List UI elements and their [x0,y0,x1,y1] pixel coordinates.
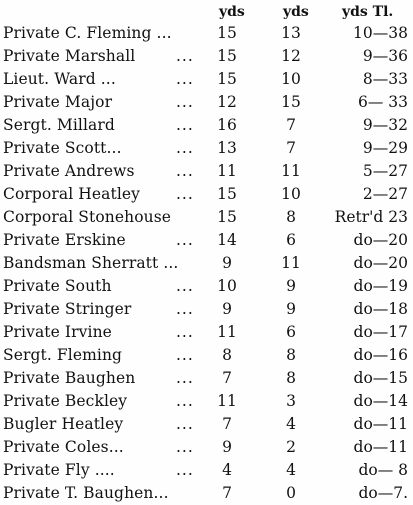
score-rows [0,22,413,505]
table-row [0,45,413,68]
score-range-2: 8 [286,346,296,364]
score-range-1: 15 [217,185,237,203]
table-row [0,459,413,482]
leader-dots: ... [176,415,194,433]
score-range-2: 15 [281,93,301,111]
score-range-1: 7 [222,415,232,433]
competitor-name: Sergt. Millard [3,116,115,134]
header-yds-1: yds [219,4,245,20]
score-total: do—15 [353,369,408,387]
score-total: do—16 [353,346,408,364]
competitor-name: Lieut. Ward ... [3,70,116,88]
score-range-2: 4 [286,461,296,479]
competitor-name: Private South [3,277,112,295]
score-total: do—17 [353,323,408,341]
score-total: do—20 [353,254,408,272]
score-total: do—7. [358,484,408,502]
table-row [0,91,413,114]
score-range-1: 13 [217,139,237,157]
score-range-1: 8 [222,346,232,364]
competitor-name: Corporal Heatley [3,185,141,203]
table-row [0,206,413,229]
score-range-2: 2 [286,438,296,456]
score-range-1: 11 [217,323,237,341]
competitor-name: Private Marshall [3,47,136,65]
score-range-2: 13 [281,24,301,42]
table-row [0,114,413,137]
table-row [0,298,413,321]
table-row [0,367,413,390]
score-range-2: 3 [286,392,296,410]
competitor-name: Private Coles... [3,438,124,456]
competitor-name: Private Fly .... [3,461,115,479]
competitor-name: Private Andrews [3,162,135,180]
score-range-2: 4 [286,415,296,433]
table-row [0,183,413,206]
table-row [0,390,413,413]
header-yds-total: yds Tl. [342,4,394,20]
score-total: 2—27 [362,185,408,203]
competitor-name: Private T. Baughen... [3,484,169,502]
competitor-name: Private C. Fleming ... [3,24,172,42]
score-range-1: 4 [222,461,232,479]
competitor-name: Bandsman Sherratt ... [3,254,179,272]
score-range-1: 14 [217,231,237,249]
competitor-name: Sergt. Fleming [3,346,123,364]
score-total: do—18 [353,300,408,318]
table-row [0,321,413,344]
table-row [0,413,413,436]
leader-dots: ... [176,70,194,88]
leader-dots: ... [176,116,194,134]
leader-dots: ... [176,438,194,456]
competitor-name: Private Erskine [3,231,126,249]
leader-dots: ... [176,47,194,65]
score-range-2: 6 [286,231,296,249]
leader-dots: ... [176,392,194,410]
competitor-name: Bugler Heatley [3,415,124,433]
score-range-1: 16 [217,116,237,134]
leader-dots: ... [176,93,194,111]
leader-dots: ... [176,300,194,318]
leader-dots: ... [176,346,194,364]
table-row [0,22,413,45]
leader-dots: ... [176,139,194,157]
table-row [0,436,413,459]
score-total: do—11 [353,415,408,433]
table-row [0,68,413,91]
score-total: do—20 [353,231,408,249]
score-total: do— 8 [358,461,408,479]
table-row [0,229,413,252]
score-range-1: 11 [217,392,237,410]
score-range-2: 8 [286,369,296,387]
score-range-1: 15 [217,24,237,42]
leader-dots: ... [176,277,194,295]
table-row [0,275,413,298]
leader-dots: ... [176,369,194,387]
score-range-2: 9 [286,300,296,318]
score-total: do—19 [353,277,408,295]
score-range-2: 11 [281,254,301,272]
score-total: do—11 [353,438,408,456]
score-range-1: 7 [222,369,232,387]
score-range-1: 12 [217,93,237,111]
score-range-2: 12 [281,47,301,65]
score-range-2: 0 [286,484,296,502]
competitor-name: Private Irvine [3,323,112,341]
competitor-name: Private Major [3,93,113,111]
score-total: 9—32 [362,116,408,134]
score-range-1: 9 [222,254,232,272]
score-range-2: 11 [281,162,301,180]
leader-dots: ... [176,461,194,479]
competitor-name: Private Scott... [3,139,122,157]
score-range-1: 7 [222,484,232,502]
score-range-2: 9 [286,277,296,295]
score-range-2: 8 [286,208,296,226]
score-range-2: 10 [281,185,301,203]
score-range-1: 11 [217,162,237,180]
score-range-2: 6 [286,323,296,341]
score-total: 5—27 [362,162,408,180]
header-yds-2: yds [283,4,309,20]
score-range-2: 7 [286,116,296,134]
score-range-1: 9 [222,300,232,318]
score-total: Retr'd 23 [334,208,408,226]
leader-dots: ... [176,185,194,203]
table-row [0,252,413,275]
score-range-2: 10 [281,70,301,88]
score-total: 6— 33 [357,93,408,111]
score-total: 9—36 [362,47,408,65]
leader-dots: ... [176,162,194,180]
competitor-name: Private Baughen [3,369,136,387]
leader-dots: ... [176,231,194,249]
competitor-name: Private Stringer [3,300,132,318]
score-total: 10—38 [353,24,408,42]
score-range-1: 15 [217,208,237,226]
score-range-1: 9 [222,438,232,456]
table-row [0,160,413,183]
score-total: do—14 [353,392,408,410]
score-range-1: 10 [217,277,237,295]
table-row [0,137,413,160]
leader-dots: ... [176,323,194,341]
table-row [0,344,413,367]
score-total: 9—29 [362,139,408,157]
score-range-1: 15 [217,47,237,65]
competitor-name: Private Beckley [3,392,128,410]
table-row [0,482,413,505]
score-range-2: 7 [286,139,296,157]
score-range-1: 15 [217,70,237,88]
score-total: 8—33 [362,70,408,88]
competitor-name: Corporal Stonehouse [3,208,172,226]
